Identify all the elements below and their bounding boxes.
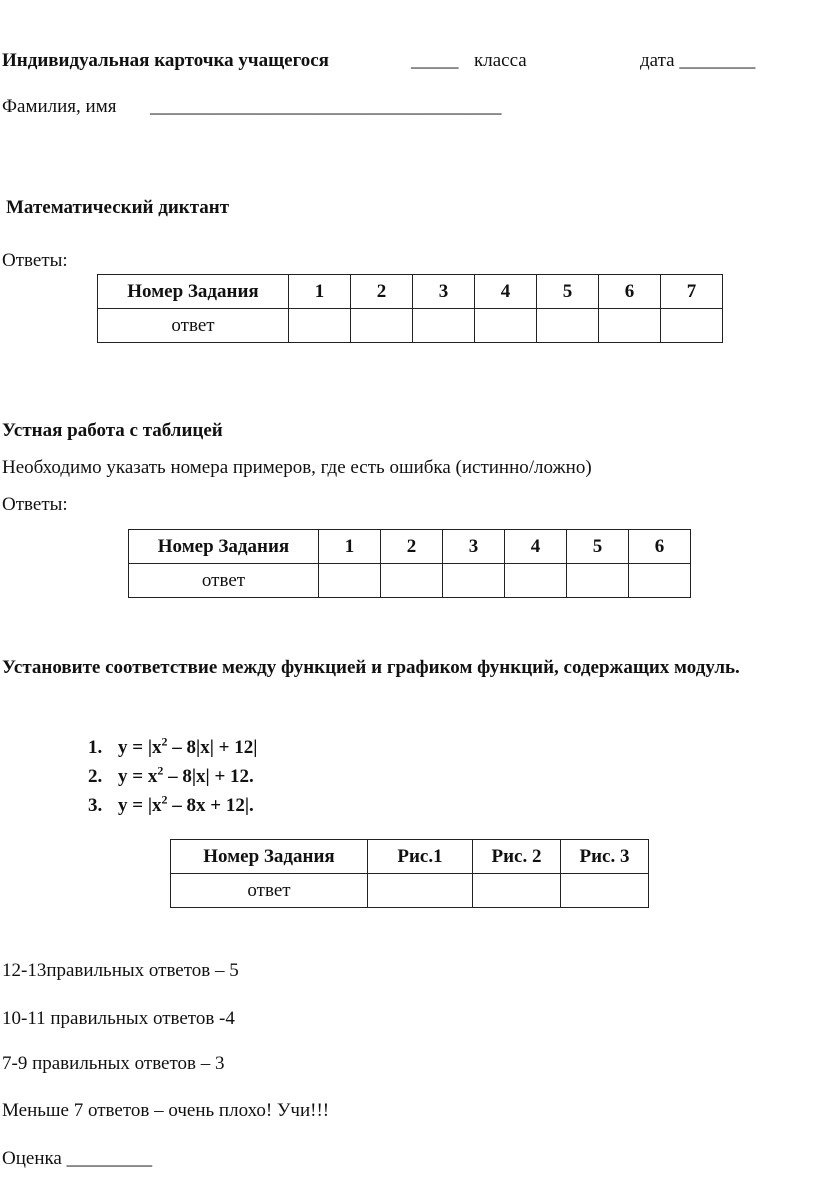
- section3-title: Установите соответствие между функцией и графиком функций, содержащих модуль.: [2, 657, 740, 678]
- function-number: 3.: [88, 795, 103, 816]
- function-text: y = |x: [118, 737, 162, 758]
- row-label: ответ: [171, 874, 368, 908]
- function-text: – 8|x| + 12|: [167, 737, 258, 758]
- section2-answers-label: Ответы:: [2, 494, 68, 515]
- column-number: 7: [661, 275, 723, 309]
- row-label: ответ: [98, 309, 289, 343]
- row-label: ответ: [129, 564, 319, 598]
- column-number: 2: [351, 275, 413, 309]
- class-label: класса: [474, 50, 527, 71]
- grading-line: 7-9 правильных ответов – 3: [2, 1053, 225, 1074]
- table-header-row: [98, 275, 723, 309]
- answer-cell[interactable]: [475, 309, 537, 343]
- section2-title: Устная работа с таблицей: [2, 420, 223, 441]
- function-text: y = |x: [118, 795, 162, 816]
- answer-cell[interactable]: [567, 564, 629, 598]
- function-item: [88, 733, 257, 762]
- section2-instruction: Необходимо указать номера примеров, где есть ошибка (истинно/ложно): [2, 457, 592, 478]
- function-item: [88, 762, 257, 791]
- function-text: – 8x + 12|.: [167, 795, 254, 816]
- column-number: 4: [505, 530, 567, 564]
- function-list: [88, 733, 257, 820]
- function-exponent: 2: [161, 734, 168, 749]
- answer-cell[interactable]: [473, 874, 561, 908]
- answer-cell[interactable]: [629, 564, 691, 598]
- function-number: 1.: [88, 737, 103, 758]
- column-number: 3: [443, 530, 505, 564]
- column-figure: Рис.1: [368, 840, 473, 874]
- grading-line: Меньше 7 ответов – очень плохо! Учи!!!: [2, 1100, 330, 1121]
- header-cell: Номер Задания: [129, 530, 319, 564]
- answer-cell[interactable]: [537, 309, 599, 343]
- table-answer-row: [98, 309, 723, 343]
- section1-title: Математический диктант: [6, 197, 230, 218]
- answer-cell[interactable]: [561, 874, 649, 908]
- answer-cell[interactable]: [289, 309, 351, 343]
- header-cell: Номер Задания: [171, 840, 368, 874]
- answer-cell[interactable]: [368, 874, 473, 908]
- function-exponent: 2: [161, 792, 168, 807]
- name-blank[interactable]: _____________________________________: [150, 96, 502, 117]
- column-number: 2: [381, 530, 443, 564]
- column-figure: Рис. 2: [473, 840, 561, 874]
- header-cell: Номер Задания: [98, 275, 289, 309]
- grading-line: 10-11 правильных ответов -4: [2, 1008, 235, 1029]
- column-number: 6: [599, 275, 661, 309]
- function-graph-match-table: [170, 839, 649, 908]
- function-item: [88, 791, 257, 820]
- column-number: 6: [629, 530, 691, 564]
- answer-cell[interactable]: [661, 309, 723, 343]
- answer-cell[interactable]: [351, 309, 413, 343]
- dictation-answer-table: [97, 274, 723, 343]
- column-number: 5: [537, 275, 599, 309]
- function-text: y = x: [118, 766, 158, 787]
- answer-cell[interactable]: [413, 309, 475, 343]
- column-figure: Рис. 3: [561, 840, 649, 874]
- function-exponent: 2: [157, 763, 164, 778]
- grading-line: 12-13правильных ответов – 5: [2, 960, 239, 981]
- column-number: 1: [289, 275, 351, 309]
- function-text: – 8|x| + 12.: [163, 766, 254, 787]
- date-field[interactable]: дата ________: [640, 50, 756, 71]
- column-number: 5: [567, 530, 629, 564]
- oral-work-answer-table: [128, 529, 691, 598]
- table-answer-row: [171, 874, 649, 908]
- section1-answers-label: Ответы:: [2, 250, 68, 271]
- name-label: Фамилия, имя: [2, 96, 117, 117]
- answer-cell[interactable]: [443, 564, 505, 598]
- table-header-row: [171, 840, 649, 874]
- answer-cell[interactable]: [381, 564, 443, 598]
- column-number: 4: [475, 275, 537, 309]
- card-title: Индивидуальная карточка учащегося: [2, 50, 329, 71]
- answer-cell[interactable]: [319, 564, 381, 598]
- answer-cell[interactable]: [505, 564, 567, 598]
- column-number: 3: [413, 275, 475, 309]
- grade-field[interactable]: Оценка _________: [2, 1148, 153, 1169]
- table-header-row: [129, 530, 691, 564]
- answer-cell[interactable]: [599, 309, 661, 343]
- class-blank[interactable]: _____: [411, 50, 459, 71]
- function-number: 2.: [88, 766, 103, 787]
- column-number: 1: [319, 530, 381, 564]
- table-answer-row: [129, 564, 691, 598]
